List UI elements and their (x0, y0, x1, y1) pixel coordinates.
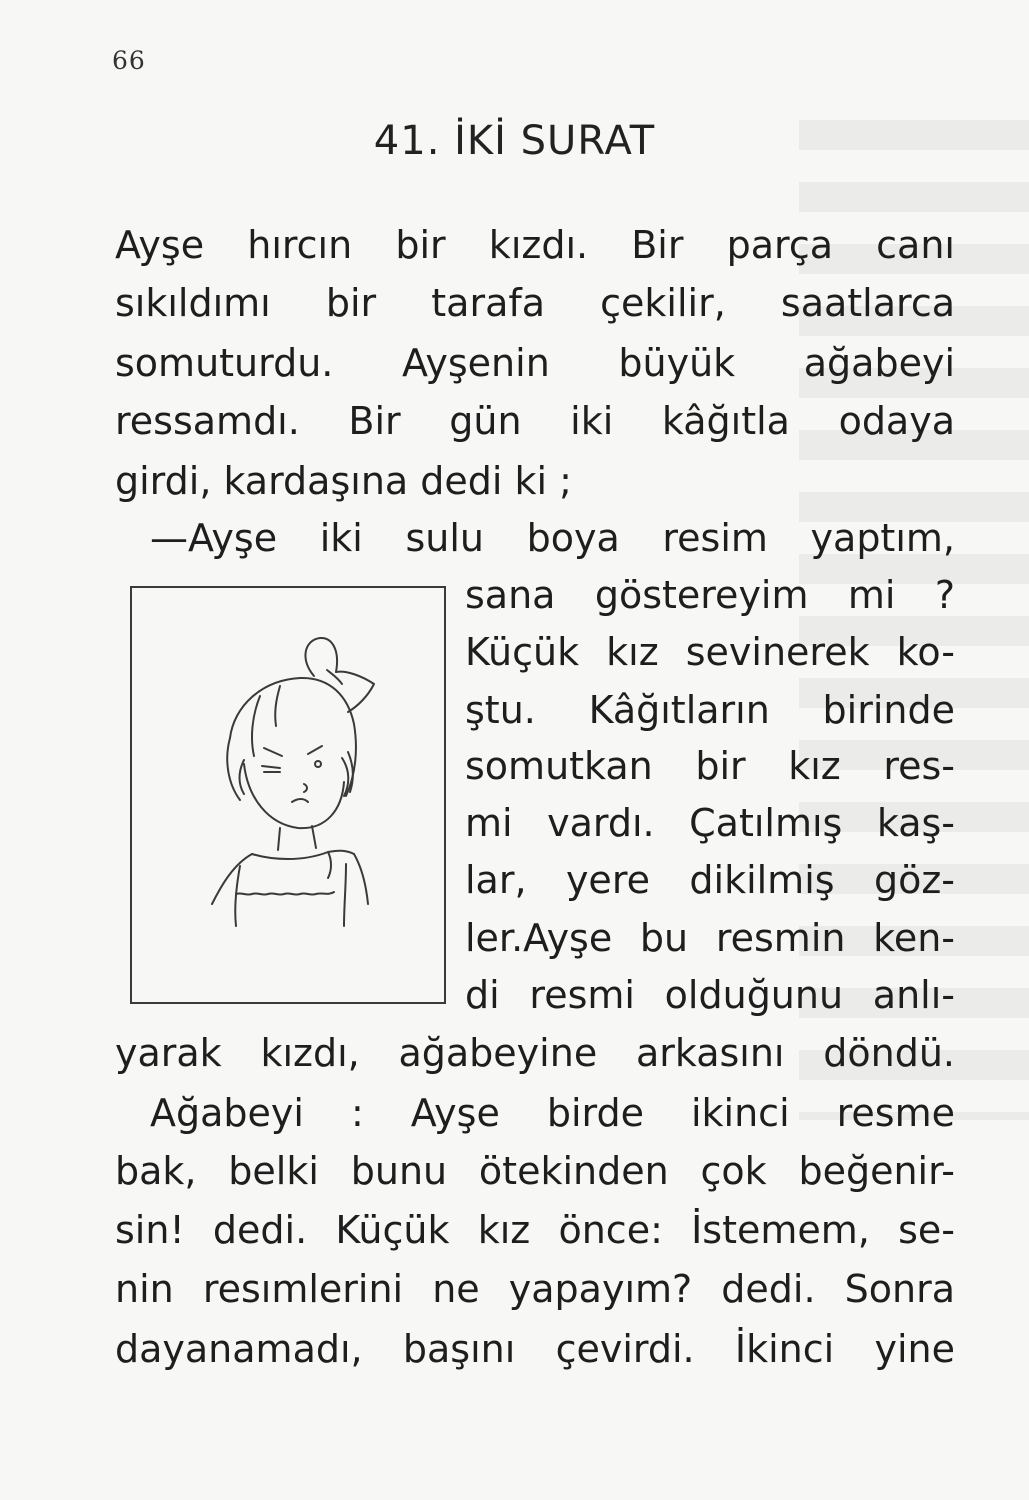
page-number: 66 (112, 46, 146, 75)
text-line: ressamdı. Bir gün iki kâğıtla odaya (115, 399, 955, 443)
bleed-through-shadow (799, 120, 1029, 1120)
text-line: —Ayşe iki sulu boya resim yaptım, (150, 516, 955, 560)
illustration-frame (130, 586, 446, 1004)
text-line: sin! dedi. Küçük kız önce: İstemem, se- (115, 1208, 955, 1252)
text-line: ştu. Kâğıtların birinde (465, 688, 955, 732)
text-line: sana göstereyim mi ? (465, 573, 955, 617)
text-line: Ağabeyi : Ayşe birde ikinci resme (150, 1091, 955, 1135)
text-line: sıkıldımı bir tarafa çekilir, saatlarca (115, 281, 955, 325)
text-line: somuturdu. Ayşenin büyük ağabeyi (115, 341, 955, 385)
text-line: yarak kızdı, ağabeyine arkasını döndü. (115, 1031, 955, 1075)
text-line: dayanamadı, başını çevirdi. İkinci yine (115, 1327, 955, 1371)
frowning-girl-drawing-icon (132, 588, 448, 1006)
text-line: bak, belki bunu ötekinden çok beğenir- (115, 1149, 955, 1193)
text-line: di resmi olduğunu anlı- (465, 973, 955, 1017)
text-line: girdi, kardaşına dedi ki ; (115, 459, 572, 503)
chapter-title: 41. İKİ SURAT (373, 118, 656, 164)
text-line: lar, yere dikilmiş göz- (465, 858, 955, 902)
text-line: Ayşe hırcın bir kızdı. Bir parça canı (115, 223, 955, 267)
text-line: mi vardı. Çatılmış kaş- (465, 801, 955, 845)
text-line: ler.Ayşe bu resmin ken- (465, 916, 955, 960)
text-line: somutkan bir kız res- (465, 744, 955, 788)
text-line: nin resımlerini ne yapayım? dedi. Sonra (115, 1267, 955, 1311)
text-line: Küçük kız sevinerek ko- (465, 630, 955, 674)
